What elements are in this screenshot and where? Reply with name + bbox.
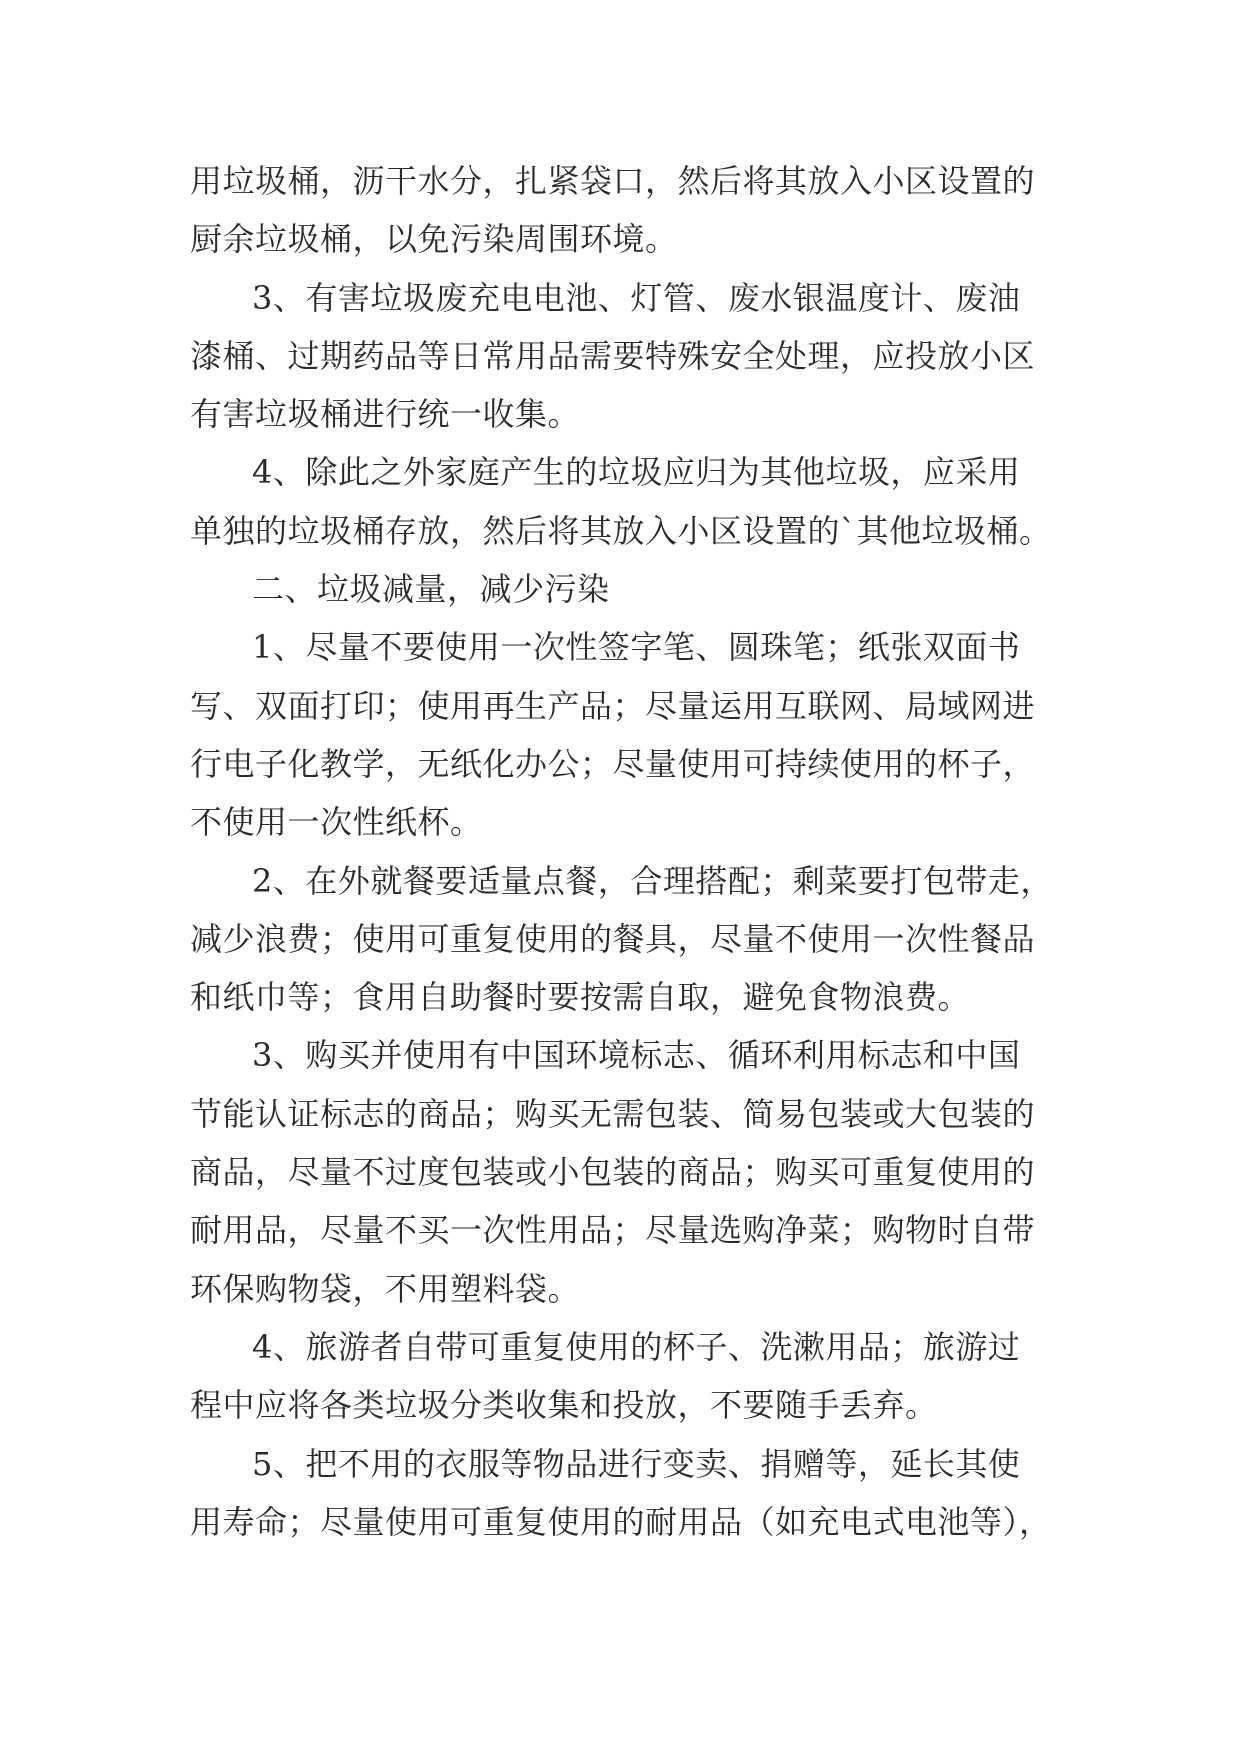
text-line: 行电子化教学，无纸化办公；尽量使用可持续使用的杯子，	[190, 744, 1036, 783]
text-line: 5、把不用的衣服等物品进行变卖、捐赠等，延长其使	[252, 1444, 1021, 1483]
text-line: 有害垃圾桶进行统一收集。	[190, 395, 581, 434]
text-line: 4、旅游者自带可重复使用的杯子、洗漱用品；旅游过	[252, 1327, 1021, 1366]
text-line: 用垃圾桶，沥干水分，扎紧袋口，然后将其放入小区设置的	[190, 162, 1036, 200]
text-line: 不使用一次性纸杯。	[190, 803, 483, 842]
text-line: 程中应将各类垃圾分类收集和投放，不要随手丢弃。	[190, 1386, 938, 1425]
text-line: 3、购买并使用有中国环境标志、循环利用标志和中国	[252, 1036, 1021, 1075]
text-line: 用寿命；尽量使用可重复使用的耐用品（如充电式电池等），	[190, 1502, 1052, 1541]
text-line: 2、在外就餐要适量点餐，合理搭配；剩菜要打包带走，	[252, 861, 1053, 900]
text-line: 和纸巾等；食用自助餐时要按需自取，避免食物浪费。	[190, 978, 971, 1017]
text-line: 漆桶、过期药品等日常用品需要特殊安全处理，应投放小区	[190, 336, 1036, 375]
document-body	[190, 152, 1070, 1551]
text-line: 环保购物袋，不用塑料袋。	[190, 1269, 581, 1308]
text-line: 耐用品，尽量不买一次性用品；尽量选购净菜；购物时自带	[190, 1211, 1036, 1250]
text-line: 4、除此之外家庭产生的垃圾应归为其他垃圾，应采用	[252, 453, 1021, 492]
text-line: 节能认证标志的商品；购买无需包装、简易包装或大包装的	[190, 1094, 1036, 1133]
text-line: 3、有害垃圾废充电电池、灯管、废水银温度计、废油	[252, 278, 1021, 317]
text-line: 1、尽量不要使用一次性签字笔、圆珠笔；纸张双面书	[252, 628, 1021, 667]
text-line: 减少浪费；使用可重复使用的餐具，尽量不使用一次性餐品	[190, 919, 1036, 958]
text-line: 单独的垃圾桶存放，然后将其放入小区设置的`其他垃圾桶。	[190, 511, 1052, 550]
text-line: 商品，尽量不过度包装或小包装的商品；购买可重复使用的	[190, 1153, 1036, 1192]
section-heading: 二、垃圾减量，减少污染	[252, 570, 610, 609]
text-line: 写、双面打印；使用再生产品；尽量运用互联网、局域网进	[190, 686, 1036, 725]
text-line: 厨余垃圾桶，以免污染周围环境。	[190, 220, 678, 259]
